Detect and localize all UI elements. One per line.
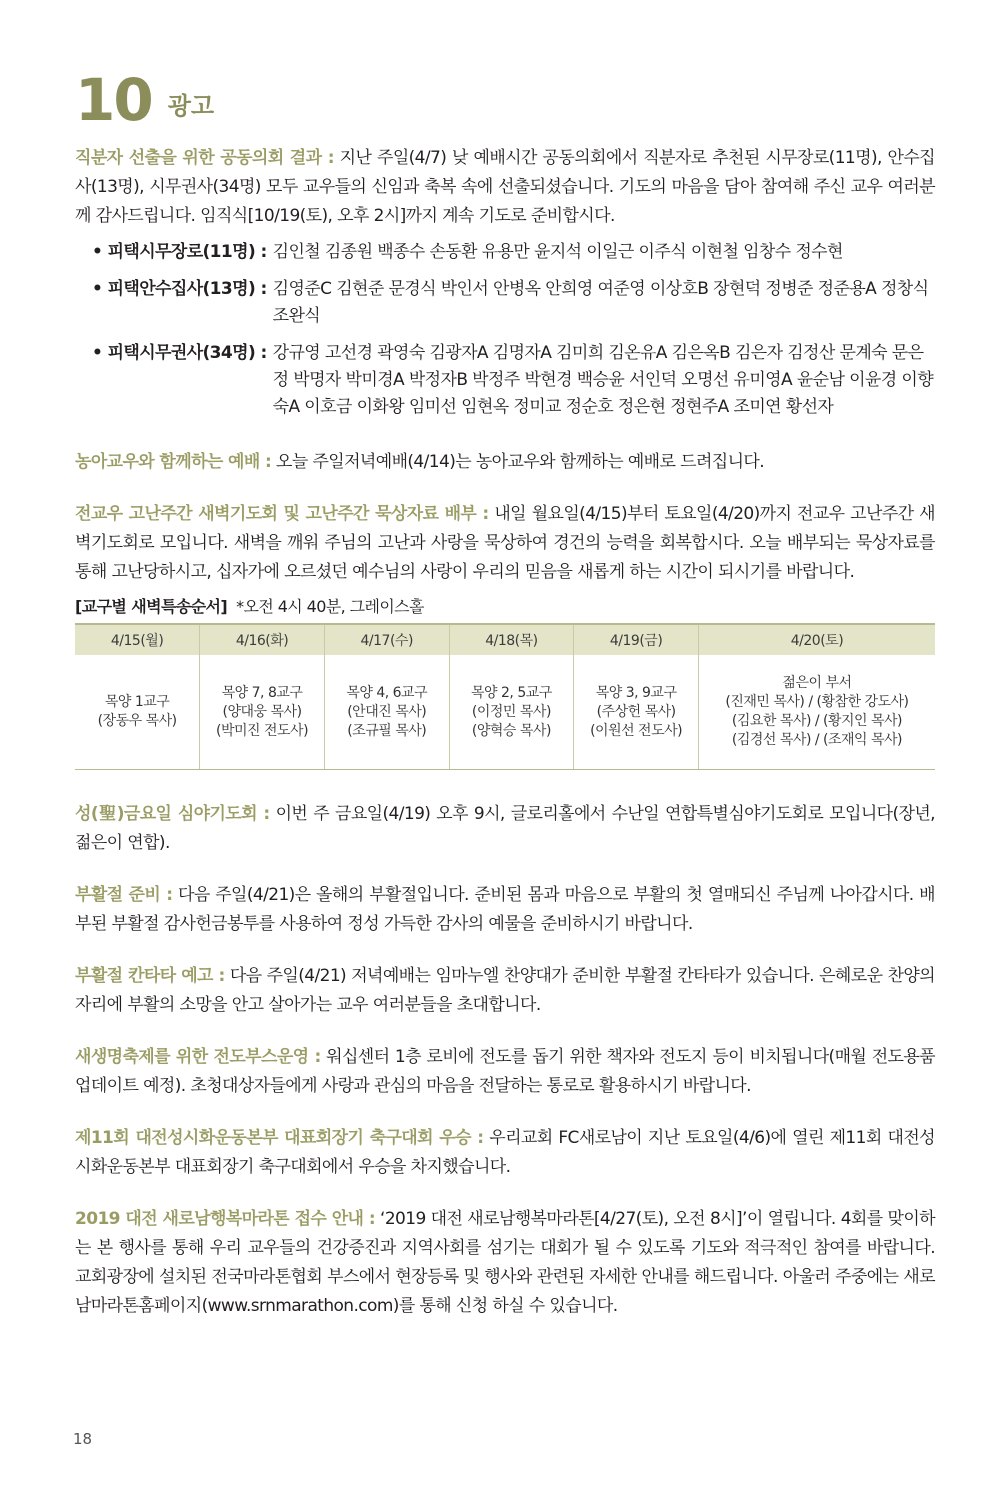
notice-label: 직분자 선출을 위한 공동의회 결과 : [75,148,334,168]
cell-line: 목양 4, 6교구 [346,684,428,701]
schedule-cell [574,655,699,770]
cell-line: (이원선 전도사) [590,722,683,739]
notice-body: 워십센터 1층 로비에 전도를 돕기 위한 책자와 전도지 등이 비치됩니다(매월 전도용품 업데이트 예정). 초청대상자들에게 사랑과 관심의 마음을 전달하는 통로로 활용하시기 바랍니다. [75,1047,935,1096]
cell-line: 목양 3, 9교구 [595,684,677,701]
nominee-group-label: • 피택시무권사(34명) : [92,343,267,363]
page-number: 18 [73,1430,93,1448]
schedule-table [75,623,935,770]
notice-body: 내일 월요일(4/15)부터 토요일(4/20)까지 전교우 고난주간 새벽기도회로 모입니다. 새벽을 깨워 주님의 고난과 사랑을 묵상하여 경건의 능력을 회복합시다. 오늘 배부되는 묵상자료를 통해 고난당하시고, 십자가에 오르셨던 예수님의 사랑이 우리의 믿음을 새롭게 하는 시간이 되시기를 바랍니다. [75,504,935,582]
cell-line: (이정민 목사) [471,703,551,720]
cell-line: (양혁승 목사) [471,722,551,739]
nominee-names: 강규영 고선경 곽영숙 김광자A 김명자A 김미희 김온유A 김은옥B 김은자 김정산 문계숙 문은정 박명자 박미경A 박정자B 박정주 박현경 백승윤 서인덕 오명선 유미영A 윤순남 이윤경 이향숙A 이호금 이화왕 임미선 임현옥 정미교 정순호 정은현 정현주A 조미연 황선자 [272,343,934,417]
notice-label: 농아교우와 함께하는 예배 : [75,452,272,472]
notice-dawn-prayer [75,500,935,587]
cell-line: (안대진 목사) [347,703,427,720]
cell-line: 젊은이 부서 [782,675,852,691]
notice-good-friday [75,800,935,858]
nominee-group-label: • 피택시무장로(11명) : [92,242,267,262]
notice-body: 오늘 주일저녁예배(4/14)는 농아교우와 함께하는 예배로 드려집니다. [271,452,765,472]
notice-body: 이번 주 금요일(4/19) 오후 9시, 글로리홀에서 수난일 연합특별심야기도회로 모입니다(장년, 젊은이 연합). [75,804,935,853]
section-title: 광고 [167,92,215,120]
nominee-list [75,239,935,421]
schedule-cell [449,655,574,770]
notice-soccer-win [75,1124,935,1182]
nominee-group-elders [92,239,935,266]
schedule-day: 4/18(목) [449,624,574,655]
notice-officer-election [75,144,935,231]
nominee-group-label: • 피택안수집사(13명) : [92,279,267,299]
section-number: 10 [75,66,152,134]
schedule-day: 4/19(금) [574,624,699,655]
notice-body: 지난 주일(4/7) 낮 예배시간 공동의회에서 직분자로 추천된 시무장로(11명), 안수집사(13명), 시무권사(34명) 모두 교우들의 신임과 축복 속에 선출되셨습니다. 기도의 마음을 담아 참여해 주신 교우 여러분께 감사드립니다. 임직식[10/19(토), 오후 2시]까지 계속 기도로 준비합시다. [75,148,935,226]
notice-deaf-worship [75,448,935,477]
nominee-group-deaconesses [92,340,935,421]
notice-body: ‘2019 대전 새로남행복마라톤[4/27(토), 오전 8시]’이 열립니다. 4회를 맞이하는 본 행사를 통해 우리 교우들의 건강증진과 지역사회를 섬기는 대회가 될 수 있도록 기도와 적극적인 참여를 바랍니다. 교회광장에 설치된 전국마라톤협회 부스에서 현장등록 및 행사와 관련된 자세한 안내를 해드립니다. 아울러 주중에는 새로남마라톤홈페이지(www.srnmarathon.com)를 통해 신청 하실 수 있습니다. [75,1209,935,1316]
cell-line: (양대웅 목사) [222,703,302,720]
notice-marathon [75,1205,935,1321]
nominee-group-deacons [92,276,935,330]
notice-label: 제11회 대전성시화운동본부 대표회장기 축구대회 우승 : [75,1128,484,1148]
cell-line: (조규필 목사) [347,722,427,739]
cell-line: 목양 2, 5교구 [471,684,552,701]
cell-line: 목양 1교구 [104,694,170,710]
schedule-cell [324,655,449,770]
cell-line: (김경선 목사) / (조재익 목사) [731,732,903,748]
nominee-names: 김인철 김종원 백종수 손동환 유용만 윤지석 이일근 이주식 이현철 임창수 정수현 [272,242,843,262]
schedule-header-row [75,624,935,655]
notice-body: 다음 주일(4/21) 저녁예배는 임마누엘 찬양대가 준비한 부활절 칸타타가 있습니다. 은혜로운 찬양의 자리에 부활의 소망을 안고 살아가는 교우 여러분들을 초대합니다. [75,966,935,1015]
notice-label: 2019 대전 새로남행복마라톤 접수 안내 : [75,1209,376,1229]
cell-line: (주상헌 목사) [596,703,676,720]
schedule-cell [698,655,935,770]
schedule-caption [75,595,935,619]
section-header [75,66,935,134]
notice-easter-cantata [75,962,935,1020]
schedule-cell [75,655,200,770]
cell-line: (진재민 목사) / (황참한 강도사) [725,694,909,710]
schedule-day: 4/17(수) [324,624,449,655]
notice-label: 성(聖)금요일 심야기도회 : [75,804,270,824]
cell-line: (박미진 전도사) [216,722,309,739]
schedule-day: 4/15(월) [75,624,200,655]
notice-label: 새생명축제를 위한 전도부스운영 : [75,1047,321,1067]
schedule-note: *오전 4시 40분, 그레이스홀 [236,597,424,616]
schedule-row [75,655,935,770]
notice-page [75,66,935,1321]
notice-label: 부활절 칸타타 예고 : [75,966,225,986]
notice-easter-prep [75,881,935,939]
cell-line: 목양 7, 8교구 [221,684,303,701]
notice-body: 다음 주일(4/21)은 올해의 부활절입니다. 준비된 몸과 마음으로 부활의 첫 열매되신 주님께 나아갑시다. 배부된 부활절 감사헌금봉투를 사용하여 정성 가득한 감사의 예물을 준비하시기 바랍니다. [75,885,935,934]
nominee-names: 김영준C 김현준 문경식 박인서 안병옥 안희영 여준영 이상호B 장현덕 정병준 정준용A 정창식 조완식 [272,279,929,326]
notice-label: 부활절 준비 : [75,885,173,905]
cell-line: (장동우 목사) [97,713,177,729]
notice-label: 전교우 고난주간 새벽기도회 및 고난주간 묵상자료 배부 : [75,504,489,524]
schedule-cell [200,655,325,770]
schedule-title: [교구별 새벽특송순서] [75,597,228,616]
schedule-day: 4/20(토) [698,624,935,655]
cell-line: (김요한 목사) / (황지인 목사) [731,713,903,729]
notice-evangelism-booth [75,1043,935,1101]
schedule-day: 4/16(화) [200,624,325,655]
notice-body: 우리교회 FC새로남이 지난 토요일(4/6)에 열린 제11회 대전성시화운동본부 대표회장기 축구대회에서 우승을 차지했습니다. [75,1128,935,1177]
